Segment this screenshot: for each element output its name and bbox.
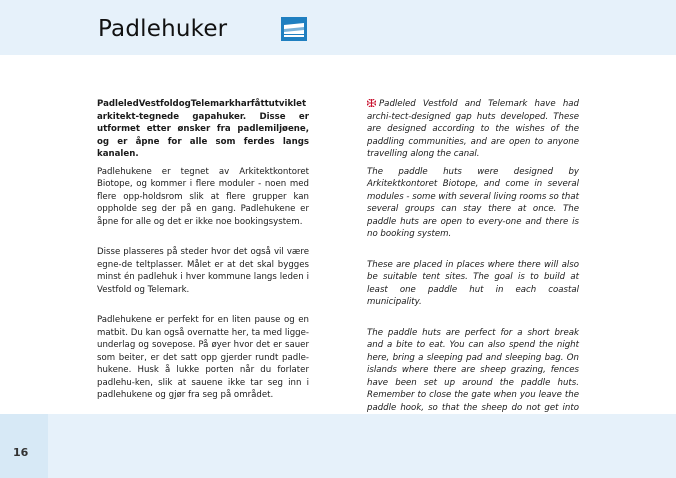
english-paragraph: The paddle huts were designed by Arkitektkontoret Biotope, and come in several modules - some with several living rooms so that several groups can stay there at once. The paddle huts are open to every-one and there is no booking system. bbox=[367, 166, 579, 239]
norwegian-paragraph: Padlehukene er perfekt for en liten pause og en matbit. Du kan også overnatte her, ta med ligge-underlag og sovepose. På øyer hvor det er sauer som beiter, er det satt opp gjerder rundt padle-hukene. Husk å lukke porten når du forlater padlehu-ken, slik at sauene ikke tar seg inn i padlehukene og gjør fra seg på området. bbox=[97, 315, 309, 400]
english-paragraph: The paddle huts are perfect for a short break and a bite to eat. You can also spend the night here, bring a sleeping pad and sleeping bag. On islands where there are sheep grazing, fences have been set up around the paddle huts. Remember to close the gate when you leave the paddle hook, so that the sheep do not get into bbox=[367, 327, 579, 413]
norwegian-paragraph: Disse plasseres på steder hvor det også vil være egne-de teltplasser. Målet er at det skal bygges minst én padlehuk i hver kommune langs leden i Vestfold og Telemark. bbox=[97, 247, 309, 295]
page-number: 16 bbox=[13, 446, 29, 459]
english-text-column bbox=[367, 98, 579, 432]
footer-band bbox=[0, 414, 676, 478]
english-paragraph: Padleled Vestfold and Telemark have had archi-tect-designed gap huts developed. These are designed according to the wishes of the paddling communities, and are open to anyone travelling along the canal. bbox=[367, 99, 579, 159]
english-paragraph: These are placed in places where there will also be suitable tent sites. The goal is to build at least one paddle hut in each coastal municipality. bbox=[367, 259, 579, 307]
page-title: Padlehuker bbox=[98, 16, 228, 42]
uk-flag-icon bbox=[367, 99, 376, 107]
norwegian-paragraph: PadleledVestfoldogTelemarkharfåttutviklet arkitekt-tegnede gapahuker. Disse er utformet etter ønsker fra padlemiljøene, og er åpne for alle som ferdes langs kanalen. bbox=[97, 99, 309, 159]
paddle-hut-logo-icon bbox=[281, 17, 307, 41]
norwegian-paragraph: Padlehukene er tegnet av Arkitektkontoret Biotope, og kommer i flere moduler - noen med flere opp-holdsrom slik at flere grupper kan oppholde seg der på en gang. Padlehukene er åpne for alle og det er ikke noe bookingsystem. bbox=[97, 166, 309, 227]
norwegian-text-column bbox=[97, 98, 309, 407]
english-paragraph-first bbox=[367, 98, 579, 161]
